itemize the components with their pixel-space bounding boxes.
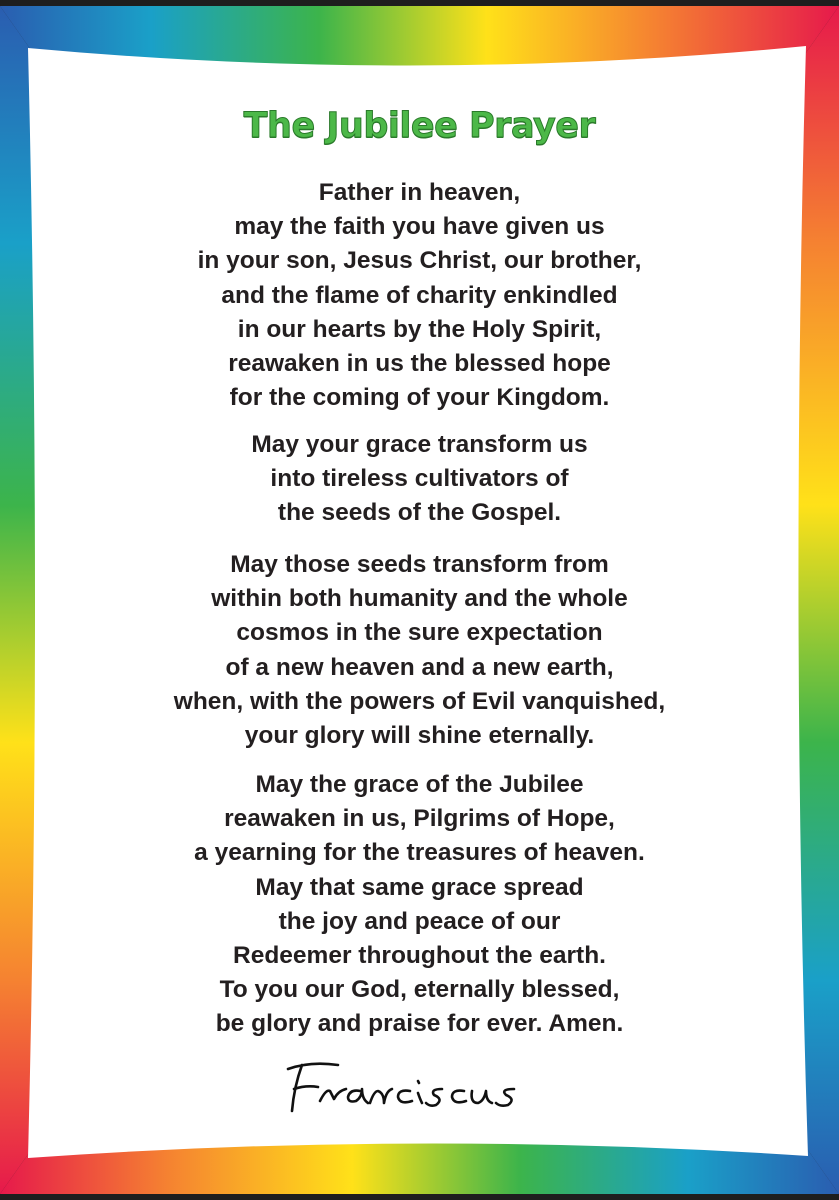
prayer-line: may the faith you have given us xyxy=(234,213,605,241)
prayer-line: reawaken in us the blessed hope xyxy=(228,350,611,378)
prayer-line: into tireless cultivators of xyxy=(270,465,569,493)
prayer-stanza xyxy=(30,176,809,415)
prayer-line: in your son, Jesus Christ, our brother, xyxy=(197,247,642,275)
signature-franciscus xyxy=(280,1051,570,1121)
prayer-line: of a new heaven and a new earth, xyxy=(225,653,614,681)
prayer-title: The Jubilee Prayer xyxy=(243,106,596,146)
prayer-line: a yearning for the treasures of heaven. xyxy=(194,839,645,867)
prayer-line: for the coming of your Kingdom. xyxy=(229,384,610,412)
prayer-line: To you our God, eternally blessed, xyxy=(219,976,620,1004)
prayer-card-page xyxy=(0,6,839,1194)
prayer-line: May that same grace spread xyxy=(255,873,584,901)
prayer-line: Redeemer throughout the earth. xyxy=(233,942,606,970)
prayer-stanza xyxy=(30,768,809,1042)
prayer-stanza xyxy=(30,428,809,531)
prayer-line: when, with the powers of Evil vanquished, xyxy=(173,687,666,715)
prayer-line: reawaken in us, Pilgrims of Hope, xyxy=(224,805,615,833)
prayer-line: cosmos in the sure expectation xyxy=(236,619,603,647)
prayer-line: the joy and peace of our xyxy=(278,907,561,935)
prayer-content xyxy=(30,46,809,1156)
prayer-line: your glory will shine eternally. xyxy=(244,722,595,750)
prayer-line: in our hearts by the Holy Spirit, xyxy=(237,315,602,343)
prayer-line: within both humanity and the whole xyxy=(211,585,628,613)
prayer-line: be glory and praise for ever. Amen. xyxy=(215,1010,624,1038)
prayer-line: May those seeds transform from xyxy=(230,551,609,578)
prayer-line: May your grace transform us xyxy=(251,431,588,458)
prayer-line: the seeds of the Gospel. xyxy=(277,499,562,527)
prayer-line: Father in heaven, xyxy=(318,179,521,206)
prayer-line: and the flame of charity enkindled xyxy=(221,281,618,309)
prayer-stanza xyxy=(30,548,809,753)
prayer-line: May the grace of the Jubilee xyxy=(255,771,584,798)
